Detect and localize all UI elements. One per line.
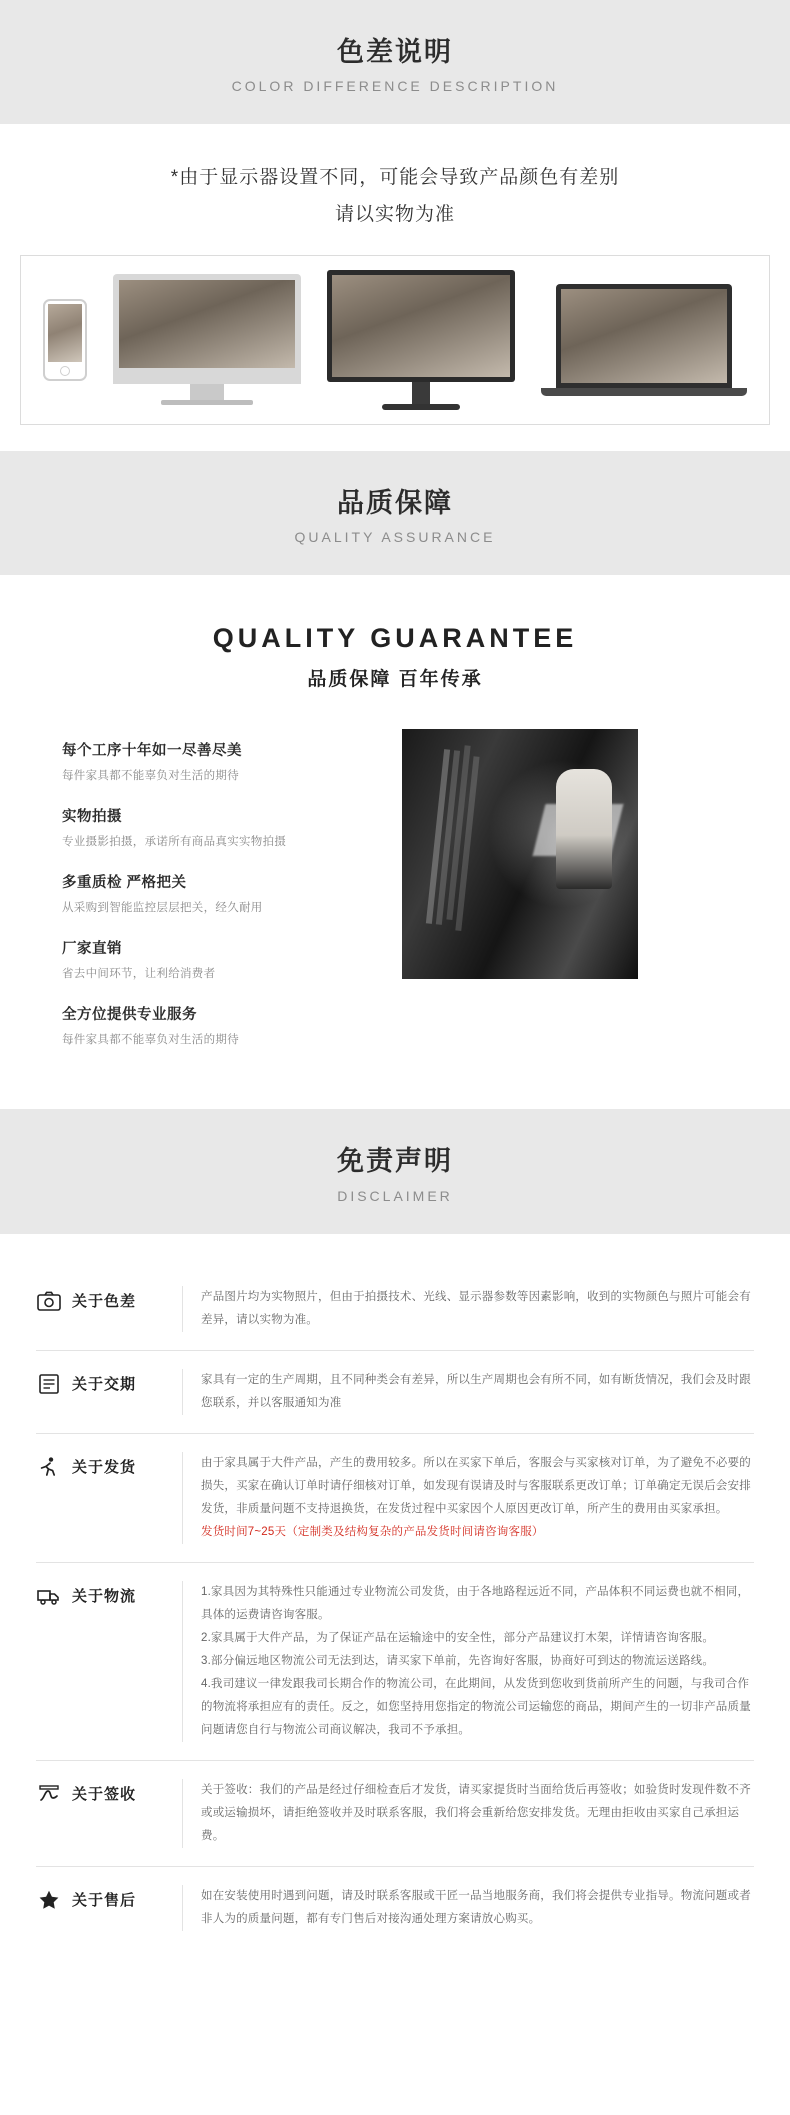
feature-heading: 全方位提供专业服务 bbox=[62, 1007, 197, 1024]
disclaimer-banner bbox=[0, 1109, 790, 1233]
color-difference-banner bbox=[0, 0, 790, 124]
banner-title-en: DISCLAIMER bbox=[337, 1187, 453, 1204]
list-item bbox=[62, 739, 382, 783]
list-item bbox=[62, 937, 382, 981]
table-row bbox=[36, 1761, 754, 1867]
paragraph: 2.家具属于大件产品，为了保证产品在运输途中的安全性，部分产品建议打木架，详情请咨询客服。 bbox=[201, 1631, 715, 1644]
quality-feature-list bbox=[62, 729, 382, 1069]
feature-heading: 实物拍摄 bbox=[62, 809, 122, 826]
craftsman-figure bbox=[556, 769, 612, 889]
shipping-time-highlight: 发货时间7~25天（定制类及结构复杂的产品发货时间请咨询客服） bbox=[201, 1525, 544, 1538]
feature-heading: 厂家直销 bbox=[62, 941, 122, 958]
laptop-screen-image bbox=[561, 289, 727, 383]
quality-assurance-banner bbox=[0, 451, 790, 575]
row-label-group bbox=[36, 1369, 182, 1397]
craftsman-workshop-photo bbox=[402, 729, 638, 979]
row-content bbox=[182, 1779, 754, 1848]
table-row bbox=[36, 1351, 754, 1434]
phone-home-button bbox=[60, 366, 70, 376]
device-smartphone bbox=[43, 299, 87, 381]
table-row bbox=[36, 1268, 754, 1351]
paragraph: 关于签收：我们的产品是经过仔细检查后才发货，请买家提货时当面给货后再签收；如验货时发现件数不齐或或运输损坏，请拒绝签收并及时联系客服，我们将会重新给您安排发货。无理由拒收由买家自己承担运费。 bbox=[201, 1783, 751, 1842]
paragraph: 产品图片均为实物照片，但由于拍摄技术、光线、显示器参数等因素影响，收到的实物颜色与照片可能会有差异，请以实物为准。 bbox=[201, 1290, 751, 1326]
row-label: 关于交期 bbox=[72, 1376, 137, 1393]
phone-screen-image bbox=[48, 304, 82, 362]
paragraph: 家具有一定的生产周期，且不同种类会有差异，所以生产周期也会有所不同，如有断货情况，我们会及时跟您联系，并以客服通知为准 bbox=[201, 1373, 751, 1409]
feature-heading: 多重质检 严格把关 bbox=[62, 875, 187, 892]
banner-title-cn: 免责声明 bbox=[337, 1146, 453, 1177]
row-label-group bbox=[36, 1286, 182, 1314]
table-row bbox=[36, 1563, 754, 1761]
feature-heading: 每个工序十年如一尽善尽美 bbox=[62, 743, 242, 760]
laptop-keyboard-base bbox=[541, 388, 747, 396]
feature-desc: 专业摄影拍摄，承诺所有商品真实实物拍摄 bbox=[62, 836, 287, 849]
paragraph: 1.家具因为其特殊性只能通过专业物流公司发货，由于各地路程远近不同，产品体积不同运费也就不相同，具体的运费请咨询客服。 bbox=[201, 1585, 750, 1621]
list-item bbox=[62, 1003, 382, 1047]
row-label: 关于售后 bbox=[72, 1892, 137, 1909]
calendar-icon bbox=[36, 1371, 62, 1397]
logistics-icon bbox=[36, 1583, 62, 1609]
row-label-group bbox=[36, 1452, 182, 1480]
row-content bbox=[182, 1369, 754, 1415]
row-label: 关于签收 bbox=[72, 1786, 137, 1803]
banner-title-en: COLOR DIFFERENCE DESCRIPTION bbox=[231, 78, 559, 95]
row-content bbox=[182, 1286, 754, 1332]
imac-screen-image bbox=[119, 280, 295, 368]
monitor-screen-image bbox=[332, 275, 510, 377]
imac-stand-neck bbox=[190, 384, 224, 400]
paragraph: 4.我司建议一律发跟我司长期合作的物流公司，在此期间，从发货到您收到货前所产生的问题，与我司合作的物流将承担应有的责任。反之，如您坚持用您指定的物流公司运输您的商品，期间产生的一切非产品质量问题请您自行与物流公司商议解决，我司不予承担。 bbox=[201, 1677, 751, 1736]
shipping-icon bbox=[36, 1454, 62, 1480]
list-item bbox=[62, 871, 382, 915]
star-icon bbox=[36, 1887, 62, 1913]
device-monitor bbox=[327, 270, 515, 410]
banner-title-cn: 色差说明 bbox=[337, 37, 453, 67]
list-item bbox=[62, 805, 382, 849]
row-content bbox=[182, 1452, 754, 1544]
feature-desc: 每件家具都不能辜负对生活的期待 bbox=[62, 770, 239, 783]
quality-section bbox=[0, 575, 790, 1109]
device-desktop-imac bbox=[113, 274, 301, 405]
quality-title-en: QUALITY GUARANTEE bbox=[212, 623, 578, 654]
row-label: 关于物流 bbox=[72, 1588, 137, 1605]
color-note-line1: *由于显示器设置不同，可能会导致产品颜色有差别 bbox=[170, 167, 620, 189]
row-content bbox=[182, 1581, 754, 1742]
monitor-stand-neck bbox=[412, 382, 430, 404]
signature-icon bbox=[36, 1781, 62, 1807]
table-row bbox=[36, 1867, 754, 1949]
monitor-stand-base bbox=[382, 404, 460, 410]
feature-desc: 省去中间环节，让利给消费者 bbox=[62, 968, 216, 981]
color-note-line2: 请以实物为准 bbox=[334, 203, 455, 225]
banner-title-en: QUALITY ASSURANCE bbox=[294, 529, 496, 546]
imac-stand-base bbox=[161, 400, 253, 405]
quality-body bbox=[0, 729, 790, 1069]
device-comparison-frame bbox=[20, 255, 770, 425]
color-difference-body bbox=[0, 124, 790, 450]
row-label: 关于色差 bbox=[72, 1293, 137, 1310]
feature-desc: 每件家具都不能辜负对生活的期待 bbox=[62, 1034, 239, 1047]
quality-title-cn: 品质保障 百年传承 bbox=[307, 669, 483, 691]
paragraph: 由于家具属于大件产品，产生的费用较多。所以在买家下单后，客服会与买家核对订单，为了避免不必要的损失，买家在确认订单时请仔细核对订单，如发现有误请及时与客服联系更改订单；订单确定无误后会安排发货，非质量问题不支持退换货，在发货过程中买家因个人原因更改订单，所产生的费用由买家承担。 bbox=[201, 1456, 751, 1515]
row-content bbox=[182, 1885, 754, 1931]
row-label: 关于发货 bbox=[72, 1459, 137, 1476]
row-label-group bbox=[36, 1581, 182, 1609]
table-row bbox=[36, 1434, 754, 1563]
disclaimer-section bbox=[0, 1234, 790, 2009]
device-laptop bbox=[541, 284, 747, 396]
paragraph: 如在安装使用时遇到问题，请及时联系客服或干匠一品当地服务商，我们将会提供专业指导。物流问题或者非人为的质量问题，都有专门售后对接沟通处理方案请放心购买。 bbox=[201, 1889, 751, 1925]
banner-title-cn: 品质保障 bbox=[337, 487, 453, 518]
paragraph: 3.部分偏远地区物流公司无法到达，请买家下单前，先咨询好客服，协商好可到达的物流运送路线。 bbox=[201, 1654, 715, 1667]
feature-desc: 从采购到智能监控层层把关，经久耐用 bbox=[62, 902, 263, 915]
row-label-group bbox=[36, 1885, 182, 1913]
camera-icon bbox=[36, 1288, 62, 1314]
row-label-group bbox=[36, 1779, 182, 1807]
